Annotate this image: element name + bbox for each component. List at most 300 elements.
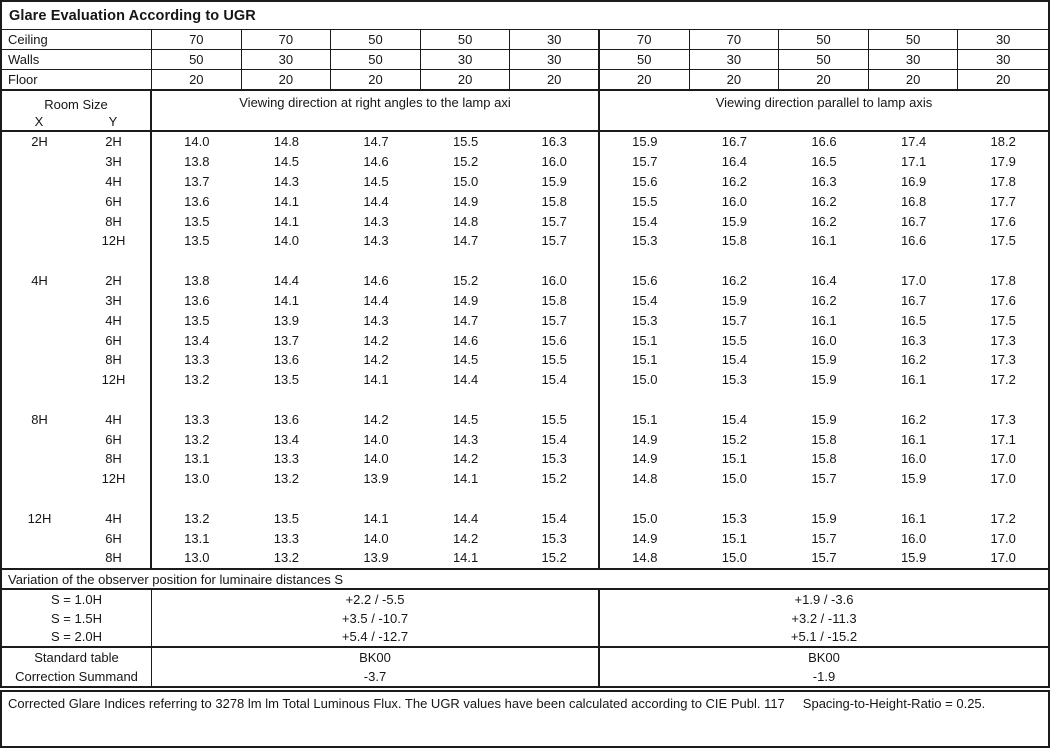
ugr-value-empty bbox=[421, 251, 511, 271]
ugr-value: 13.5 bbox=[184, 233, 210, 249]
ugr-value: 13.7 bbox=[184, 174, 210, 190]
summary-label: Correction Summand bbox=[2, 667, 152, 686]
summary-value-right-angles: -3.7 bbox=[152, 667, 600, 686]
ugr-value: 14.0 bbox=[363, 530, 389, 546]
ugr-value: 13.1 bbox=[184, 451, 210, 467]
room-x-label bbox=[2, 429, 77, 449]
ugr-value: 17.0 bbox=[990, 530, 1016, 546]
ugr-value: 16.8 bbox=[900, 193, 927, 209]
ugr-value: 15.5 bbox=[452, 134, 479, 150]
variation-value-parallel: +1.9 / -3.6 bbox=[794, 591, 854, 607]
variation-label: S = 1.0H bbox=[2, 590, 152, 609]
variation-row bbox=[2, 590, 1048, 609]
ugr-row bbox=[2, 271, 1048, 291]
ugr-value: 14.6 bbox=[452, 332, 479, 348]
surface-value: 50 bbox=[600, 50, 690, 69]
surface-row-ceiling bbox=[2, 30, 1048, 50]
ugr-value: 15.4 bbox=[632, 213, 658, 229]
ugr-value: 15.2 bbox=[452, 154, 479, 170]
footer-text-ratio: Spacing-to-Height-Ratio = 0.25. bbox=[802, 696, 986, 711]
room-x-label bbox=[2, 291, 77, 311]
surface-value: 20 bbox=[779, 70, 869, 89]
ugr-value: 16.5 bbox=[900, 312, 927, 328]
ugr-value: 14.9 bbox=[632, 451, 658, 467]
ugr-value: 17.1 bbox=[990, 431, 1016, 447]
surface-value: 50 bbox=[869, 30, 959, 49]
ugr-value: 15.0 bbox=[452, 174, 479, 190]
ugr-value: 13.0 bbox=[184, 550, 210, 566]
ugr-value: 13.5 bbox=[184, 213, 210, 229]
ugr-value: 17.2 bbox=[990, 510, 1016, 526]
ugr-value: 16.0 bbox=[721, 193, 748, 209]
ugr-row bbox=[2, 350, 1048, 370]
ugr-value-empty bbox=[600, 489, 690, 509]
surface-row-label: Walls bbox=[2, 50, 152, 69]
surface-value: 50 bbox=[331, 30, 421, 49]
ugr-value: 13.7 bbox=[273, 332, 300, 348]
room-x-label bbox=[2, 390, 77, 410]
ugr-value: 15.9 bbox=[811, 352, 837, 368]
ugr-value-empty bbox=[958, 390, 1048, 410]
page-title: Glare Evaluation According to UGR bbox=[2, 2, 1048, 30]
ugr-value: 14.3 bbox=[363, 213, 389, 229]
ugr-value-empty bbox=[242, 251, 332, 271]
room-y-label: 6H bbox=[77, 191, 152, 211]
ugr-value-empty bbox=[421, 489, 511, 509]
ugr-value: 17.5 bbox=[990, 233, 1016, 249]
ugr-value: 14.0 bbox=[363, 451, 389, 467]
ugr-value: 15.4 bbox=[632, 292, 658, 308]
ugr-value: 14.1 bbox=[273, 193, 300, 209]
ugr-value: 18.2 bbox=[990, 134, 1016, 150]
table-header bbox=[2, 91, 1048, 132]
room-y-label bbox=[77, 251, 152, 271]
ugr-value: 14.0 bbox=[273, 233, 300, 249]
ugr-value: 13.8 bbox=[184, 154, 210, 170]
surface-value: 70 bbox=[242, 30, 332, 49]
ugr-value: 14.2 bbox=[452, 530, 479, 546]
surface-value: 20 bbox=[331, 70, 421, 89]
surface-row-floor bbox=[2, 70, 1048, 91]
ugr-row bbox=[2, 429, 1048, 449]
ugr-value: 14.1 bbox=[273, 292, 300, 308]
room-x-label bbox=[2, 152, 77, 172]
ugr-value: 14.5 bbox=[273, 154, 300, 170]
ugr-row bbox=[2, 409, 1048, 429]
room-y-label: 8H bbox=[77, 350, 152, 370]
surface-row-label: Floor bbox=[2, 70, 152, 89]
ugr-value: 13.2 bbox=[184, 431, 210, 447]
ugr-value: 13.8 bbox=[184, 273, 210, 289]
ugr-value: 15.1 bbox=[632, 332, 658, 348]
ugr-row bbox=[2, 291, 1048, 311]
ugr-value-empty bbox=[510, 489, 600, 509]
ugr-value: 15.5 bbox=[632, 193, 658, 209]
ugr-value: 13.4 bbox=[273, 431, 300, 447]
ugr-value: 14.8 bbox=[452, 213, 479, 229]
variation-value-parallel: +5.1 / -15.2 bbox=[790, 629, 858, 645]
ugr-value-empty bbox=[510, 251, 600, 271]
ugr-value: 16.2 bbox=[811, 193, 837, 209]
ugr-value: 13.5 bbox=[184, 312, 210, 328]
ugr-value: 14.3 bbox=[363, 233, 389, 249]
ugr-value: 13.6 bbox=[184, 292, 210, 308]
ugr-value: 15.5 bbox=[510, 350, 600, 370]
ugr-row bbox=[2, 528, 1048, 548]
ugr-value: 17.5 bbox=[990, 312, 1016, 328]
ugr-value: 15.9 bbox=[811, 372, 837, 388]
summary-value-parallel: -1.9 bbox=[812, 669, 836, 684]
ugr-row bbox=[2, 211, 1048, 231]
ugr-value: 16.2 bbox=[811, 292, 837, 308]
ugr-value: 14.7 bbox=[452, 312, 479, 328]
variation-label: S = 2.0H bbox=[2, 627, 152, 646]
ugr-value: 16.0 bbox=[811, 332, 837, 348]
room-x-label bbox=[2, 469, 77, 489]
ugr-value: 14.1 bbox=[273, 213, 300, 229]
ugr-value: 17.0 bbox=[990, 451, 1016, 467]
ugr-value: 13.9 bbox=[363, 550, 389, 566]
summary-value-right-angles: BK00 bbox=[152, 648, 600, 667]
surface-value: 30 bbox=[510, 30, 600, 49]
surface-value: 50 bbox=[779, 30, 869, 49]
surface-value: 30 bbox=[510, 50, 600, 69]
surface-value: 30 bbox=[242, 50, 332, 69]
ugr-value: 16.1 bbox=[900, 372, 927, 388]
ugr-value: 15.7 bbox=[510, 231, 600, 251]
ugr-value: 16.1 bbox=[900, 510, 927, 526]
ugr-value: 16.7 bbox=[900, 292, 927, 308]
room-y-label: 4H bbox=[77, 310, 152, 330]
ugr-value: 17.4 bbox=[900, 134, 927, 150]
ugr-row bbox=[2, 469, 1048, 489]
variation-label: S = 1.5H bbox=[2, 609, 152, 628]
ugr-value: 14.5 bbox=[452, 352, 479, 368]
ugr-value: 15.0 bbox=[632, 372, 658, 388]
ugr-value: 15.4 bbox=[510, 508, 600, 528]
ugr-value: 15.7 bbox=[811, 530, 837, 546]
ugr-value: 14.8 bbox=[273, 134, 300, 150]
ugr-value: 14.1 bbox=[452, 471, 479, 487]
ugr-row bbox=[2, 231, 1048, 251]
ugr-value-empty bbox=[690, 489, 780, 509]
ugr-value: 13.5 bbox=[273, 372, 300, 388]
ugr-value: 15.2 bbox=[452, 273, 479, 289]
ugr-value: 14.0 bbox=[363, 431, 389, 447]
ugr-row bbox=[2, 548, 1048, 568]
summary-rows bbox=[2, 648, 1048, 686]
room-y-label: 12H bbox=[77, 370, 152, 390]
variation-rows bbox=[2, 590, 1048, 648]
ugr-values-grid bbox=[2, 132, 1048, 568]
ugr-value-empty bbox=[600, 390, 690, 410]
room-y-label: 6H bbox=[77, 429, 152, 449]
ugr-value: 14.1 bbox=[363, 510, 389, 526]
ugr-value: 15.0 bbox=[721, 471, 748, 487]
ugr-value: 16.5 bbox=[811, 154, 837, 170]
variation-value-right-angles: +3.5 / -10.7 bbox=[152, 609, 600, 628]
ugr-value: 15.1 bbox=[721, 530, 748, 546]
ugr-value: 13.1 bbox=[184, 530, 210, 546]
surface-row-label: Ceiling bbox=[2, 30, 152, 49]
room-x-label bbox=[2, 310, 77, 330]
ugr-value: 17.0 bbox=[900, 273, 927, 289]
summary-row bbox=[2, 648, 1048, 667]
footer-text-flux: Corrected Glare Indices referring to 3278 lm lm Total Luminous Flux. The UGR values have been calculated according to CIE Publ. 117 bbox=[8, 696, 785, 711]
ugr-value-empty bbox=[869, 251, 959, 271]
room-x-label bbox=[2, 350, 77, 370]
surface-value: 50 bbox=[779, 50, 869, 69]
ugr-value: 15.2 bbox=[510, 469, 600, 489]
ugr-value: 13.9 bbox=[273, 312, 300, 328]
ugr-value-empty bbox=[869, 390, 959, 410]
ugr-value: 16.3 bbox=[900, 332, 927, 348]
ugr-value: 15.0 bbox=[721, 550, 748, 566]
ugr-value: 13.6 bbox=[273, 352, 300, 368]
ugr-value: 14.4 bbox=[273, 273, 300, 289]
variation-value-parallel: +3.2 / -11.3 bbox=[791, 610, 857, 626]
ugr-value-empty bbox=[152, 489, 242, 509]
ugr-value: 16.0 bbox=[510, 152, 600, 172]
surface-value: 50 bbox=[152, 50, 242, 69]
ugr-value: 16.6 bbox=[900, 233, 927, 249]
room-size-header-cell bbox=[2, 91, 152, 130]
ugr-value: 15.2 bbox=[721, 431, 748, 447]
variation-row bbox=[2, 627, 1048, 646]
ugr-value: 17.3 bbox=[990, 332, 1016, 348]
ugr-value-empty bbox=[242, 489, 332, 509]
ugr-value: 13.3 bbox=[273, 530, 300, 546]
ugr-value: 15.9 bbox=[721, 213, 748, 229]
ugr-value: 14.0 bbox=[184, 134, 210, 150]
ugr-value: 13.2 bbox=[184, 372, 210, 388]
ugr-value: 14.4 bbox=[452, 510, 479, 526]
room-x-label: 12H bbox=[27, 510, 52, 526]
room-size-label: Room Size bbox=[44, 97, 108, 112]
ugr-value-empty bbox=[600, 251, 690, 271]
ugr-value: 15.9 bbox=[811, 510, 837, 526]
ugr-row bbox=[2, 152, 1048, 172]
ugr-value: 13.6 bbox=[273, 411, 300, 427]
room-y-label: 6H bbox=[77, 330, 152, 350]
ugr-value: 15.4 bbox=[721, 352, 748, 368]
ugr-value-empty bbox=[421, 390, 511, 410]
ugr-value: 13.3 bbox=[273, 451, 300, 467]
ugr-value-empty bbox=[958, 251, 1048, 271]
ugr-value: 16.2 bbox=[900, 352, 927, 368]
ugr-value: 16.3 bbox=[811, 174, 837, 190]
ugr-value: 14.2 bbox=[452, 451, 479, 467]
ugr-value: 15.4 bbox=[510, 429, 600, 449]
ugr-value: 15.7 bbox=[811, 550, 837, 566]
ugr-value: 15.6 bbox=[510, 330, 600, 350]
surface-value: 30 bbox=[869, 50, 959, 69]
surface-value: 20 bbox=[421, 70, 511, 89]
xy-header-row bbox=[2, 112, 150, 130]
room-y-label: 12H bbox=[77, 231, 152, 251]
ugr-value: 17.3 bbox=[990, 411, 1016, 427]
ugr-value: 16.0 bbox=[900, 451, 927, 467]
ugr-value: 14.4 bbox=[363, 292, 389, 308]
ugr-value: 13.0 bbox=[184, 471, 210, 487]
variation-value-right-angles: +2.2 / -5.5 bbox=[152, 590, 600, 609]
ugr-value: 13.6 bbox=[184, 193, 210, 209]
ugr-value: 16.6 bbox=[811, 134, 837, 150]
ugr-value: 15.7 bbox=[510, 310, 600, 330]
ugr-value: 16.0 bbox=[510, 271, 600, 291]
ugr-value: 14.2 bbox=[363, 411, 389, 427]
surface-value: 20 bbox=[152, 70, 242, 89]
ugr-value-empty bbox=[152, 390, 242, 410]
ugr-value: 15.7 bbox=[510, 211, 600, 231]
ugr-value: 14.9 bbox=[632, 530, 658, 546]
room-x-label: 8H bbox=[31, 411, 48, 427]
room-x-label bbox=[2, 172, 77, 192]
ugr-value: 15.9 bbox=[900, 471, 927, 487]
ugr-value: 16.2 bbox=[900, 411, 927, 427]
ugr-value: 15.7 bbox=[632, 154, 658, 170]
ugr-value: 16.2 bbox=[811, 213, 837, 229]
room-y-label: 8H bbox=[77, 449, 152, 469]
ugr-row bbox=[2, 449, 1048, 469]
ugr-value: 14.8 bbox=[632, 550, 658, 566]
ugr-value: 15.1 bbox=[721, 451, 748, 467]
ugr-value: 17.8 bbox=[990, 174, 1016, 190]
room-x-label bbox=[2, 370, 77, 390]
room-x-label bbox=[2, 489, 77, 509]
ugr-value-empty bbox=[779, 390, 869, 410]
viewing-right-angles-header: Viewing direction at right angles to the lamp axi bbox=[152, 91, 600, 130]
surface-value: 50 bbox=[331, 50, 421, 69]
ugr-value: 16.3 bbox=[510, 132, 600, 152]
ugr-value: 14.7 bbox=[452, 233, 479, 249]
ugr-value: 15.3 bbox=[510, 449, 600, 469]
ugr-value: 16.9 bbox=[900, 174, 927, 190]
ugr-value: 14.5 bbox=[363, 174, 389, 190]
ugr-value: 13.5 bbox=[273, 510, 300, 526]
room-x-label: 4H bbox=[31, 273, 48, 289]
surface-row-walls bbox=[2, 50, 1048, 70]
surface-reflectance-rows bbox=[2, 30, 1048, 91]
surface-value: 20 bbox=[600, 70, 690, 89]
ugr-value-empty bbox=[152, 251, 242, 271]
surface-value: 20 bbox=[869, 70, 959, 89]
room-y-label: 12H bbox=[77, 469, 152, 489]
surface-value: 20 bbox=[242, 70, 332, 89]
room-x-label: 2H bbox=[31, 134, 48, 150]
ugr-row bbox=[2, 191, 1048, 211]
ugr-value: 13.2 bbox=[273, 471, 300, 487]
ugr-value: 15.4 bbox=[510, 370, 600, 390]
ugr-value: 14.2 bbox=[363, 352, 389, 368]
ugr-value-empty bbox=[690, 251, 780, 271]
ugr-value: 14.6 bbox=[363, 154, 389, 170]
ugr-value: 14.3 bbox=[363, 312, 389, 328]
ugr-value-empty bbox=[779, 251, 869, 271]
ugr-value: 15.0 bbox=[632, 510, 658, 526]
ugr-row bbox=[2, 310, 1048, 330]
ugr-value: 13.4 bbox=[184, 332, 210, 348]
ugr-value-empty bbox=[331, 390, 421, 410]
summary-value-parallel: BK00 bbox=[808, 650, 840, 665]
ugr-value: 16.1 bbox=[900, 431, 927, 447]
room-y-label bbox=[77, 390, 152, 410]
ugr-value: 14.7 bbox=[363, 134, 389, 150]
ugr-value: 15.8 bbox=[510, 191, 600, 211]
y-column-label: Y bbox=[108, 113, 118, 129]
variation-row bbox=[2, 609, 1048, 628]
ugr-value: 16.1 bbox=[811, 312, 837, 328]
room-y-label: 8H bbox=[77, 211, 152, 231]
ugr-row bbox=[2, 508, 1048, 528]
ugr-value: 16.4 bbox=[811, 273, 837, 289]
ugr-value: 15.7 bbox=[721, 312, 748, 328]
surface-value: 20 bbox=[510, 70, 600, 89]
ugr-value: 14.4 bbox=[363, 193, 389, 209]
ugr-value: 16.2 bbox=[721, 273, 748, 289]
ugr-value: 13.2 bbox=[184, 510, 210, 526]
variation-section-title: Variation of the observer position for luminaire distances S bbox=[2, 568, 1048, 590]
ugr-value: 15.5 bbox=[721, 332, 748, 348]
ugr-value-empty bbox=[958, 489, 1048, 509]
ugr-value: 14.9 bbox=[632, 431, 658, 447]
ugr-value: 16.1 bbox=[811, 233, 837, 249]
spacer-row bbox=[2, 251, 1048, 271]
ugr-value: 16.0 bbox=[900, 530, 927, 546]
ugr-value: 14.3 bbox=[452, 431, 479, 447]
ugr-value: 17.0 bbox=[990, 471, 1016, 487]
ugr-value: 15.8 bbox=[721, 233, 748, 249]
room-y-label: 8H bbox=[77, 548, 152, 568]
ugr-value-empty bbox=[690, 390, 780, 410]
ugr-value: 17.8 bbox=[990, 273, 1016, 289]
room-y-label: 4H bbox=[77, 508, 152, 528]
room-x-label bbox=[2, 191, 77, 211]
ugr-value: 15.9 bbox=[632, 134, 658, 150]
ugr-value: 15.3 bbox=[632, 233, 658, 249]
room-x-label bbox=[2, 330, 77, 350]
ugr-value: 15.2 bbox=[510, 548, 600, 568]
ugr-value: 14.1 bbox=[363, 372, 389, 388]
ugr-value: 17.9 bbox=[990, 154, 1016, 170]
ugr-value: 15.3 bbox=[632, 312, 658, 328]
room-y-label: 4H bbox=[77, 172, 152, 192]
surface-value: 50 bbox=[421, 30, 511, 49]
ugr-value: 15.4 bbox=[721, 411, 748, 427]
spacer-row bbox=[2, 390, 1048, 410]
summary-label: Standard table bbox=[2, 648, 152, 667]
ugr-value-empty bbox=[331, 489, 421, 509]
surface-value: 30 bbox=[690, 50, 780, 69]
variation-value-right-angles: +5.4 / -12.7 bbox=[152, 627, 600, 646]
ugr-value: 14.9 bbox=[452, 292, 479, 308]
ugr-value: 17.6 bbox=[990, 292, 1016, 308]
ugr-value: 14.2 bbox=[363, 332, 389, 348]
ugr-value: 15.6 bbox=[632, 273, 658, 289]
ugr-value: 15.9 bbox=[721, 292, 748, 308]
ugr-value: 15.9 bbox=[900, 550, 927, 566]
ugr-value: 13.3 bbox=[184, 352, 210, 368]
room-y-label: 3H bbox=[77, 291, 152, 311]
ugr-row bbox=[2, 172, 1048, 192]
summary-row bbox=[2, 667, 1048, 686]
ugr-value-empty bbox=[331, 251, 421, 271]
viewing-parallel-header: Viewing direction parallel to lamp axis bbox=[715, 95, 933, 110]
ugr-value: 15.5 bbox=[510, 409, 600, 429]
footer-note bbox=[0, 690, 1050, 748]
surface-value: 20 bbox=[690, 70, 780, 89]
room-x-label bbox=[2, 449, 77, 469]
